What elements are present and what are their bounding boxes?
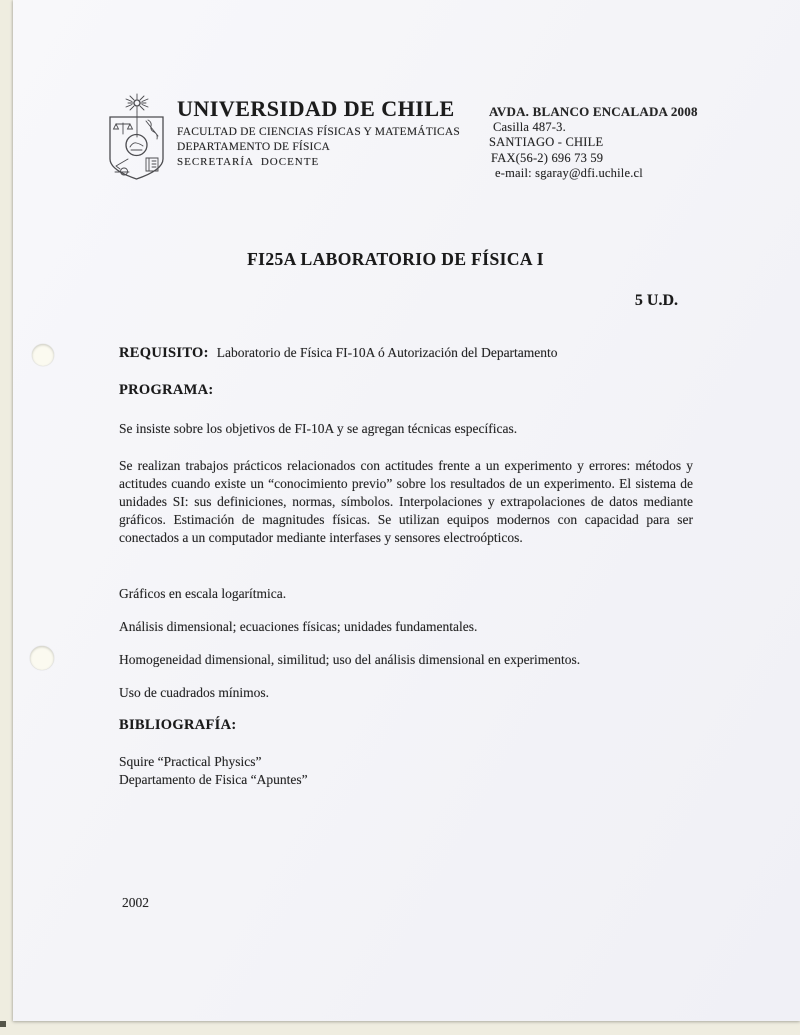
crest-icon (99, 90, 171, 182)
bibliografia-heading (119, 716, 693, 734)
letterhead-org-block (177, 96, 460, 170)
address-fax: FAX(56-2) 696 73 59 (491, 150, 604, 165)
bibliography-list (119, 753, 693, 789)
paragraph-intro: Se insiste sobre los objetivos de FI-10A y se agregan técnicas específicas. (119, 421, 518, 436)
course-credits: 5 U.D. (634, 292, 678, 309)
scan-edge-artifact (0, 1021, 6, 1027)
requisito-text: Laboratorio de Física FI-10A ó Autorización del Departamento (216, 345, 558, 360)
requisito-line (119, 344, 693, 362)
department-name: DEPARTAMENTO DE FÍSICA (177, 141, 330, 153)
address-city: SANTIAGO - CHILE (489, 135, 604, 149)
address-casilla: Casilla 487-3. (493, 119, 566, 134)
document-year: 2002 (122, 895, 149, 910)
bibliografia-label: BIBLIOGRAFÍA: (119, 717, 237, 733)
university-name: UNIVERSIDAD DE CHILE (177, 96, 455, 121)
paragraph-cuadrados: Uso de cuadrados mínimos. (119, 685, 269, 700)
programa-heading (119, 381, 693, 399)
requisito-label: REQUISITO: (119, 345, 209, 361)
punch-hole-top (32, 344, 54, 366)
paragraph-graficos: Gráficos en escala logarítmica. (119, 586, 287, 601)
paragraph-main: Se realizan trabajos prácticos relacionados con actitudes frente a un experimento y errores: métodos y actitudes cuando existe un “conocimiento previo” sobre los resultados de un experimento. El sistema de unidades SI: sus definiciones, normas, símbolos. Interpolaciones y extrapolaciones de datos mediante gráficos. Estimación de magnitudes físicas. Se utilizan equipos modernos con capacidad para ser conectados a un computador mediante interfases y sensores electroópticos. (119, 458, 693, 545)
university-crest-logo (99, 90, 171, 182)
address-email: e-mail: sgaray@dfi.uchile.cl (495, 166, 643, 180)
bibliography-item: Departamento de Fisica “Apuntes” (119, 772, 308, 787)
faculty-name: FACULTAD DE CIENCIAS FÍSICAS Y MATEMÁTICAS (177, 126, 460, 138)
office-name: SECRETARÍA DOCENTE (177, 156, 320, 168)
course-title: FI25A LABORATORIO DE FÍSICA I (247, 249, 544, 269)
paragraph-analisis: Análisis dimensional; ecuaciones físicas; unidades fundamentales. (119, 619, 478, 634)
letterhead-address-block (489, 104, 698, 182)
punch-hole-bottom (30, 646, 54, 670)
programa-label: PROGRAMA: (119, 382, 214, 398)
address-street: AVDA. BLANCO ENCALADA 2008 (489, 104, 698, 119)
bibliography-item: Squire “Practical Physics” (119, 754, 262, 769)
paragraph-homogeneidad: Homogeneidad dimensional, similitud; uso del análisis dimensional en experimentos. (119, 652, 581, 667)
